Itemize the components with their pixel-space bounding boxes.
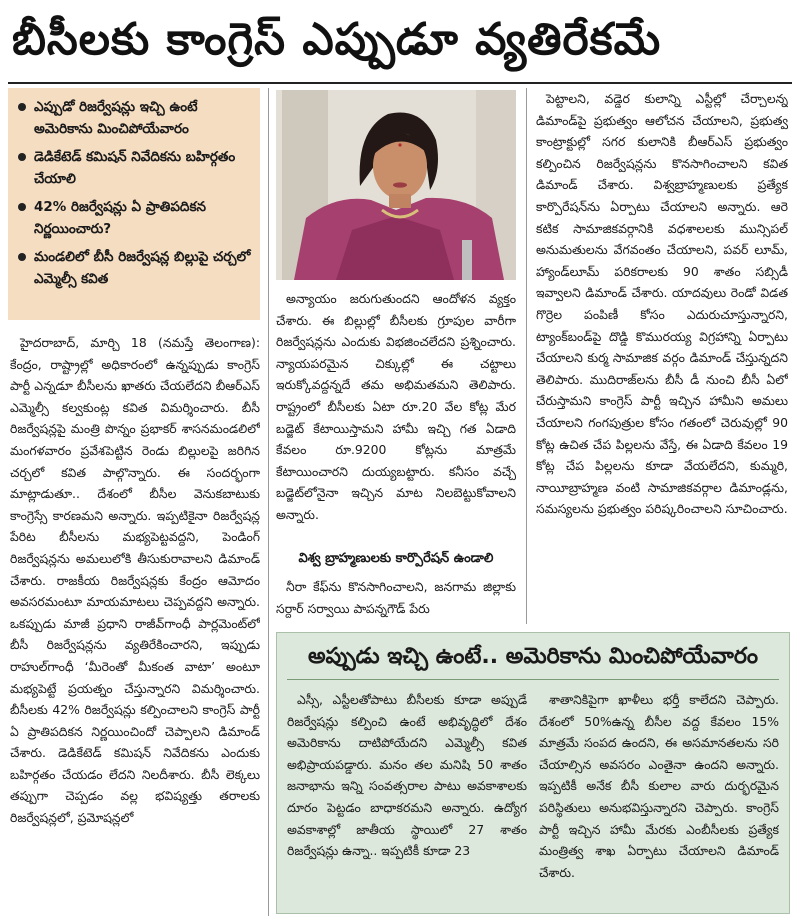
bullet-icon [18,203,26,211]
subheading: విశ్వ బ్రాహ్మణులకు కార్పొరేషన్ ఉండాలి [298,551,494,566]
highlight-item [18,196,254,240]
highlight-item [18,96,254,140]
person-photo-illustration [276,90,516,280]
box-column-2 [539,689,779,909]
headline: బీసీలకు కాంగ్రెస్ ఎప్పుడూ వ్యతిరేకమే [12,14,662,65]
box-title: అప్పుడు ఇచ్చి ఉంటే.. అమెరికాను మించిపోయేవారం [307,644,759,669]
column-2-text: అన్యాయం జరుగుతుందని ఆందోళన వ్యక్తం చేశారు. ఈ బిల్లుల్లో బీసీలకు గ్రూపుల వారీగా రిజర్వేషన్లను ఎందుకు విభజించలేదని ప్రశ్నించారు. న్యాయపరమైన చిక్కుల్లో ఈ చట్టాలు ఇరుక్కోవద్దన్నదే తమ అభిమతమని తెలిపారు. రాష్ట్రంలో బీసీలకు ఏటా రూ.20 వేల కోట్ల మేర బడ్జెట్ కేటాయిస్తామని హామీ ఇచ్చి గత ఏడాది కేవలం రూ.9200 కోట్లను మాత్రమే కేటాయించారని దుయ్యబట్టారు. కనీసం వచ్చే బడ్జెట్‌లోనైనా ఇచ్చిన మాట నిలబెట్టుకోవాలని అన్నారు. [276,291,516,522]
column-divider [268,88,269,916]
bullet-icon [18,253,26,261]
box-rule [287,679,779,680]
photo-kavitha [276,90,516,280]
article-column-1 [10,332,260,916]
highlights-box [8,88,260,320]
headline-rule [8,82,792,84]
sidebar-story-box [276,632,790,914]
highlight-text: ఎప్పుడో రిజర్వేషన్లు ఇచ్చి ఉంటే అమెరికాను మించిపోయేవారం [34,99,198,137]
bullet-icon [18,103,26,111]
article-column-3 [536,88,788,618]
box-column-1 [287,689,527,909]
highlight-item [18,146,254,190]
highlight-text: డెడికేటెడ్ కమిషన్ నివేదికను బహిర్గతం చేయాలి [34,149,236,187]
column-1-text: హైదరాబాద్, మార్చి 18 (నమస్తే తెలంగాణ): కేంద్రం, రాష్ట్రాల్లో అధికారంలో ఉన్నప్పుడు కాంగ్రెస్ పార్టీ ఎన్నడూ బీసీలను ఖాతరు చేయలేదని బీఆర్ఎస్ ఎమ్మెల్సీ కల్వకుంట్ల కవిత విమర్శించారు. బీసీ రిజర్వేషన్లపై మంత్రి పొన్నం ప్రభాకర్ శాసనమండలిలో మంగళవారం ప్రవేశపెట్టిన రెండు బిల్లులపై జరిగిన చర్చలో కవిత పాల్గొన్నారు. ఈ సందర్భంగా మాట్లాడుతూ.. దేశంలో బీసీల వెనుకబాటుకు కాంగ్రెస్సే కారణమని అన్నారు. ఇప్పటికైనా రిజర్వేషన్ల పేరిట బీసీలను మభ్యపెట్టవద్దని, పెండింగ్ రిజర్వేషన్లను అమలులోకి తీసుకురావాలని డిమాండ్ చేశారు. రాజకీయ రిజర్వేషన్లకు కేంద్రం ఆమోదం అవసరమంటూ మాయమాటలు చెప్పవద్దని అన్నారు. ఒకప్పుడు మాజీ ప్రధాని రాజీవ్‌గాంధీ పార్లమెంట్‌లో బీసీ రిజర్వేషన్లను వ్యతిరేకించారని, ఇప్పుడు రాహుల్‌గాంధీ ‘మీరెంతో మీకంత వాటా’ అంటూ మభ్యపెట్టే ప్రయత్నం చేస్తున్నారని విమర్శించారు. బీసీలకు 42% రిజర్వేషన్లు కల్పించాలని కాంగ్రెస్ పార్టీ ఏ ప్రాతిపదికన నిర్ణయించిందో చెప్పాలని డిమాండ్ చేశారు. డెడికేటెడ్ కమిషన్ నివేదికను ఎందుకు బహిర్గతం చేయడం లేదని నిలదీశారు. బీసీ లెక్కలు తప్పుగా చెప్పడం వల్ల భవిష్యత్తు తరాలకు రిజర్వేషన్లలో, ప్రమోషన్లలో [10,335,260,826]
box-column-2-text: శాతానికిపైగా ఖాళీలు భర్తీ కాలేదని చెప్పారు. దేశంలో 50%ఉన్న బీసీల వద్ద కేవలం 15% మాత్రమే సంపద ఉందని, ఈ అసమానతలను సరి చేయాల్సిన అవసరం ఎంతైనా ఉందని అన్నారు. ఇప్పటికీ అనేక బీసీ కులాల వారు దుర్భరమైన పరిస్థితులు అనుభవిస్తున్నారని చెప్పారు. కాంగ్రెస్ పార్టీ ఇచ్చిన హామీ మేరకు ఎంబీసీలకు ప్రత్యేక మంత్రిత్వ శాఖ ఏర్పాటు చేయాలని డిమాండ్ చేశారు. [539,692,779,880]
column-2b-text: నీరా కేఫ్‌ను కొనసాగించాలని, జనగామ జిల్లాకు సర్దార్ సర్వాయి పాపన్నగౌడ్ పేరు [276,579,516,616]
highlight-item [18,246,254,290]
column-divider [526,88,527,624]
highlight-text: మండలిలో బీసీ రిజర్వేషన్ల బిల్లుపై చర్చలో ఎమ్మెల్సీ కవిత [34,249,251,287]
highlight-text: 42% రిజర్వేషన్లు ఏ ప్రాతిపదికన నిర్ణయించారు? [34,199,206,237]
box-column-1-text: ఎస్సీ, ఎస్టీలతోపాటు బీసీలకు కూడా అప్పుడే రిజర్వేషన్లు కల్పించి ఉంటే అభివృద్ధిలో దేశం అమెరికాను దాటిపోయేదని ఎమ్మెల్సీ కవిత అభిప్రాయపడ్డారు. మనం తల మనిషి 50 శాతం జనాభాను ఇన్ని సంవత్సరాల పాటు అవకాశాలకు దూరం పెట్టడం బాధాకరమని అన్నారు. ఉద్యోగ అవకాశాల్లో జాతీయ స్థాయిలో 27 శాతం రిజర్వేషన్లు ఉన్నా.. ఇప్పటికీ కూడా 23 [287,692,527,859]
bullet-icon [18,153,26,161]
column-3-text: పెట్టాలని, వడ్డెర కులాన్ని ఎస్టీల్లో చేర్చాలన్న డిమాండ్‌పై ప్రభుత్వం ఆలోచన చేయాలని, ప్రభుత్వ కాంట్రాక్టుల్లో సగర కులానికి బీఆర్ఎస్ ప్రభుత్వం కల్పించిన రిజర్వేషన్లను కొనసాగించాలని కవిత డిమాండ్ చేశారు. విశ్వబ్రాహ్మణులకు ప్రత్యేక కార్పొరేషన్‌ను ఏర్పాటు చేయాలని అన్నారు. ఆరె కటిక సామాజికవర్గానికి వధశాలలకు మున్సిపల్ అనుమతులను వేగవంతం చేయాలని, పవర్ లూమ్, హ్యాండ్‌లూమ్ పరికరాలకు 90 శాతం సబ్సిడీ ఇవ్వాలని డిమాండ్ చేశారు. యాదవులు రెండో విడత గొర్రెల పంపిణీ కోసం ఎదురుచూస్తున్నారని, ట్యాంక్‌బండ్‌పై దొడ్డి కొమురయ్య విగ్రహాన్ని ఏర్పాటు చేయాలని కుర్మ సామాజిక వర్గం డిమాండ్ చేస్తున్నదని తెలిపారు. ముదిరాజ్‌లను బీసీ డీ నుంచి బీసీ ఏలో చేరుస్తామని కాంగ్రెస్ పార్టీ ఇచ్చిన హామీని అమలు చేయాలని గంగపుత్రుల కోసం గతంలో చెరువుల్లో 90 కోట్ల ఉచిత చేప పిల్లలను వేస్తే, ఈ ఏడాది కేవలం 19 కోట్ల చేప పిల్లలను కూడా వేయలేదని, కుమ్మరి, నాయీబ్రాహ్మణ వంటి సామాజికవర్గాల డిమాండ్లను, సమస్యలను ప్రభుత్వం పరిష్కరించాలని సూచించారు. [536,91,788,517]
article-column-2b [276,576,516,622]
